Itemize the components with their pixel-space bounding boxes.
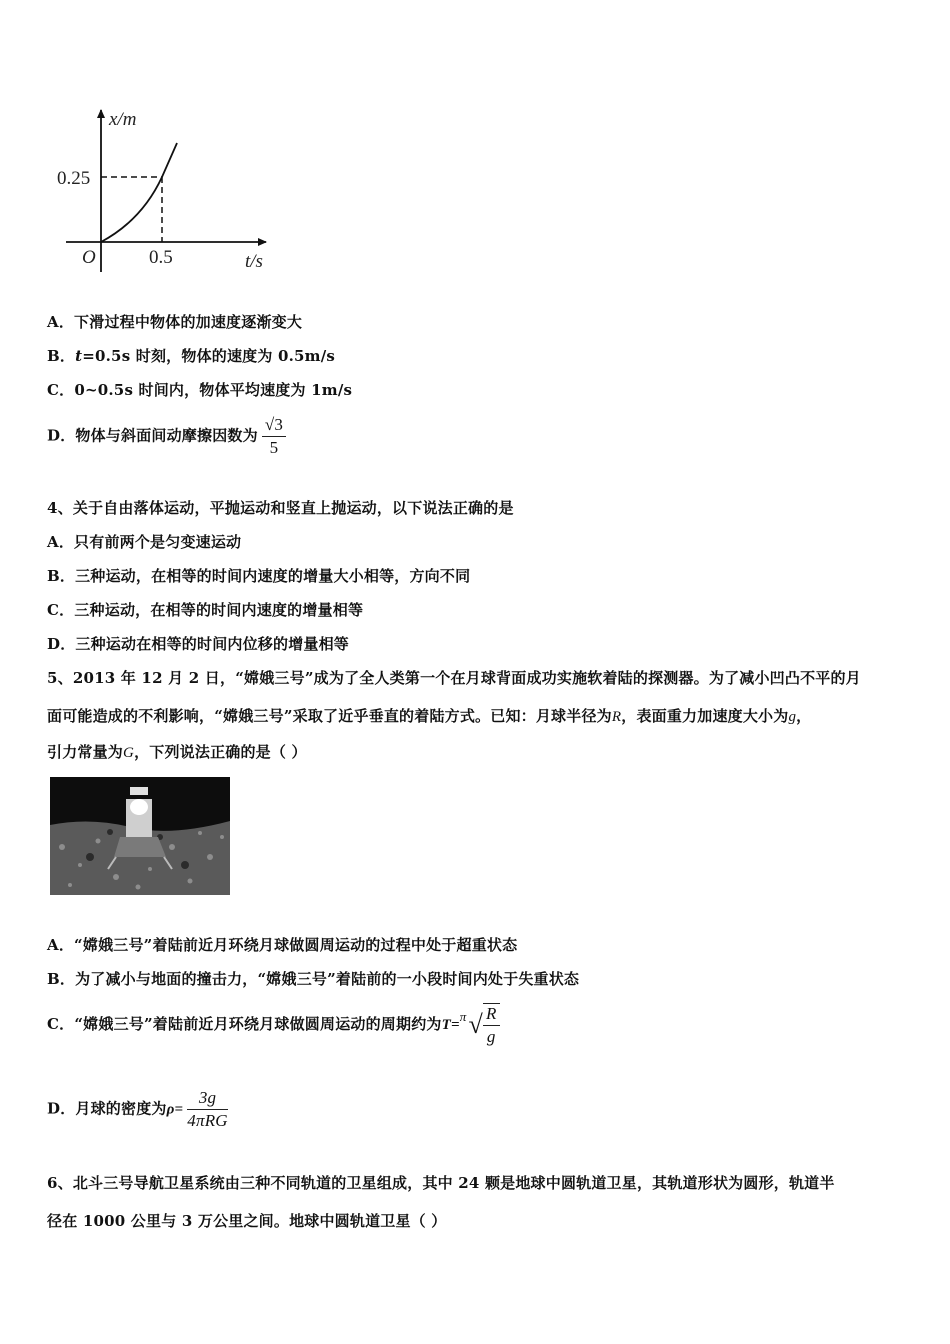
q4-option-b: B．三种运动，在相等的时间内速度的增量大小相等，方向不同	[47, 567, 471, 585]
x-axis-label: t/s	[245, 251, 263, 272]
fraction-r-over-g: $\frac{R}{g}$	[483, 1003, 500, 1047]
q4-option-a: A．只有前两个是匀变速运动	[47, 533, 242, 551]
x-tick-label: 0.5	[149, 247, 173, 268]
q5-option-c: C．“嫦娥三号”着陆前近月环绕月球做圆周运动的周期约为T=π√ $\frac{R}{g}$	[47, 1003, 500, 1047]
x-t-curve	[101, 143, 177, 242]
q5-option-a: A．“嫦娥三号”着陆前近月环绕月球做圆周运动的过程中处于超重状态	[47, 936, 518, 954]
sqrt-r-over-g: √	[468, 1010, 483, 1039]
x-t-graph	[52, 100, 282, 280]
q5-option-b: B．为了减小与地面的撞击力，“嫦娥三号”着陆前的一小段时间内处于失重状态	[47, 970, 580, 988]
q4-stem: 4、关于自由落体运动，平抛运动和竖直上抛运动，以下说法正确的是	[47, 499, 514, 517]
q6-stem-line1: 6、北斗三号导航卫星系统由三种不同轨道的卫星组成，其中 24 颗是地球中圆轨道卫星，其轨道形状为圆形，轨道半	[47, 1174, 835, 1192]
q5-stem-line3: 引力常量为G，下列说法正确的是（ ）	[47, 743, 307, 761]
fraction-density: $\frac{3g}{\text{4πRG}}$	[187, 1088, 228, 1130]
q5-stem-line2: 面可能造成的不利影响，“嫦娥三号”采取了近乎垂直的着陆方式。已知：月球半径为R，表面重力加速度大小为g，	[47, 707, 812, 725]
q3-option-b: B．t=0.5s 时刻，物体的速度为 0.5m/s	[47, 347, 336, 365]
q5-option-d: D．月球的密度为ρ= $\frac{3g}{\text{4πRG}}$	[47, 1088, 228, 1130]
fraction-sqrt3-over-5: $\frac{√3}{5}$	[262, 415, 286, 458]
q3-option-a: A．下滑过程中物体的加速度逐渐变大	[47, 313, 303, 331]
lander-photo	[50, 777, 230, 895]
q3-option-d: D．物体与斜面间动摩擦因数为 $\frac{√3}{5}$	[47, 415, 286, 458]
y-tick-label: 0.25	[57, 168, 91, 189]
q3-option-c: C．0~0.5s 时间内，物体平均速度为 1m/s	[47, 381, 353, 399]
y-axis-label: x/m	[109, 109, 137, 130]
q4-option-c: C．三种运动，在相等的时间内速度的增量相等	[47, 601, 364, 619]
q6-stem-line2: 径在 1000 公里与 3 万公里之间。地球中圆轨道卫星（ ）	[47, 1212, 447, 1230]
origin-label: O	[82, 247, 96, 268]
q5-stem-line1: 5、2013 年 12 月 2 日，“嫦娥三号”成为了全人类第一个在月球背面成功实施软着陆的探测器。为了减小凹凸不平的月	[47, 669, 861, 687]
q4-option-d: D．三种运动在相等的时间内位移的增量相等	[47, 635, 350, 653]
